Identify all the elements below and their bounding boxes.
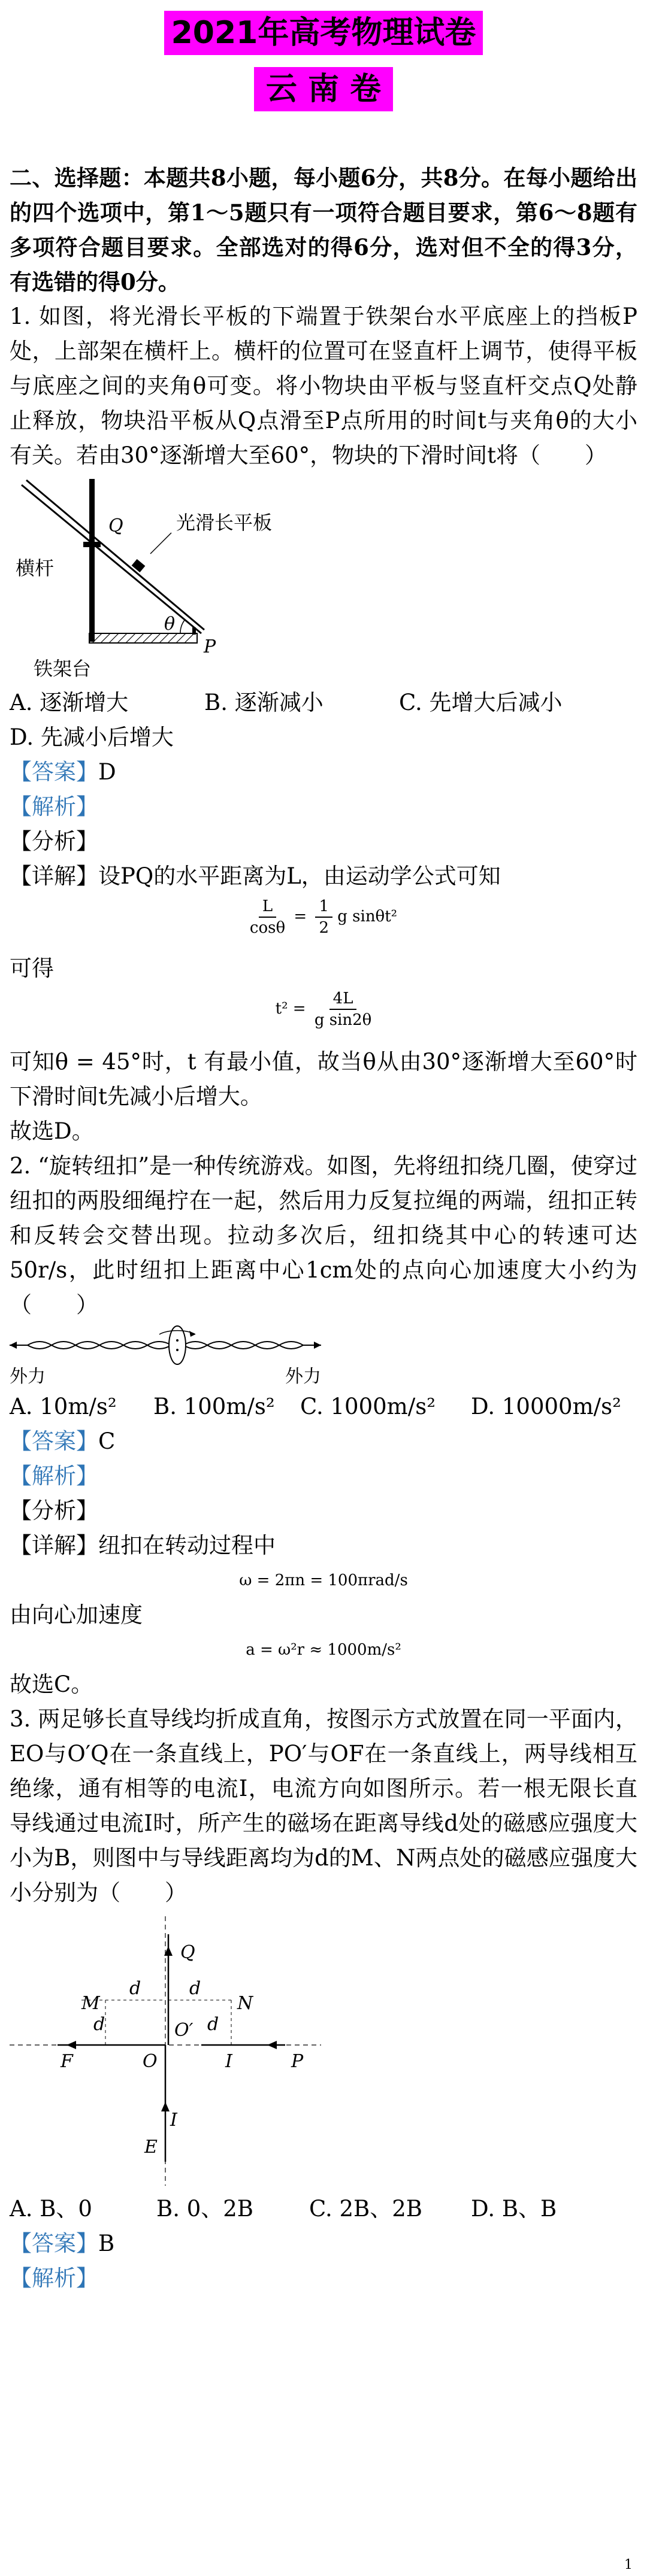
q2-answer-tag: 【答案】 <box>10 1428 98 1454</box>
q2-option-c: C. 1000m/s² <box>300 1394 436 1419</box>
exam-title: 2021年高考物理试卷 <box>164 11 483 55</box>
q1-option-c: C. 先增大后减小 <box>399 690 563 715</box>
q1-answer-tag: 【答案】 <box>10 759 98 785</box>
q3-option-a: A. B、0 <box>10 2196 92 2222</box>
q3-label-i2: I <box>225 2051 232 2072</box>
q3-label-p: P <box>291 2051 304 2072</box>
q1-analysis-tag: 【解析】 <box>10 794 98 820</box>
q2-fig-left: 外力 <box>10 1366 46 1387</box>
q1-kede: 可得 <box>10 955 54 981</box>
question-2-options <box>10 1389 637 1424</box>
q1-formula-1: $\frac{L}{\cos\theta}$ = $\frac{1}{2}$ g sinθt² <box>249 897 398 937</box>
question-2-figure <box>10 1322 637 1389</box>
q3-label-n: N <box>237 1993 253 2014</box>
q1-choose: 故选D。 <box>10 1118 94 1144</box>
q2-fenxi-tag: 【分析】 <box>10 1498 98 1524</box>
question-2-stem: 2. “旋转纽扣”是一种传统游戏。如图，先将纽扣绕几圈，使穿过纽扣的两股细绳拧在一起，然后用力反复拉绳的两端，纽扣正转和反转会交替出现。拉动多次后，纽扣绕其中心的转速可达50r/s，此时纽扣上距离中心1cm处的点向心加速度大小约为（ ） <box>10 1153 637 1318</box>
q3-label-o: O <box>143 2051 158 2072</box>
q3-answer: B <box>98 2231 115 2256</box>
q3-option-c: C. 2B、2B <box>309 2196 422 2222</box>
label-stand: 铁架台 <box>34 657 92 680</box>
exam-subtitle: 云 南 卷 <box>254 67 393 111</box>
q2-analysis-tag: 【解析】 <box>10 1463 98 1489</box>
label-p: P <box>204 636 216 657</box>
page-number: 1 <box>624 2557 633 2572</box>
q3-label-e: E <box>144 2137 158 2158</box>
label-theta: θ <box>164 614 176 635</box>
q3-analysis-tag: 【解析】 <box>10 2265 98 2291</box>
q2-formula-1: ω = 2πn = 100πrad/s <box>239 1571 408 1589</box>
question-3-figure <box>10 1910 637 2192</box>
q2-fig-right: 外力 <box>285 1366 321 1387</box>
q3-option-d: D. B、B <box>471 2196 557 2222</box>
svg-text:d: d <box>93 2014 105 2035</box>
q3-label-q: Q <box>180 1942 195 1963</box>
label-board: 光滑长平板 <box>176 511 273 534</box>
q2-option-a: A. 10m/s² <box>10 1394 117 1419</box>
question-3-options <box>10 2192 637 2226</box>
q2-detail: 纽扣在转动过程中 <box>98 1533 276 1558</box>
section-heading: 二、选择题：本题共8小题，每小题6分，共8分。在每小题给出的四个选项中，第1～5题只有一项符合题目要求，第6～8题有多项符合题目要求。全部选对的得6分，选对但不全的得3分，有选错的得0分。 <box>10 165 637 295</box>
label-bar: 横杆 <box>16 557 55 579</box>
q2-formula-2: a = ω²r ≈ 1000m/s² <box>246 1641 401 1659</box>
q3-label-m: M <box>81 1993 100 2014</box>
question-1-stem: 1. 如图，将光滑长平板的下端置于铁架台水平底座上的挡板P处，上部架在横杆上。横杆的位置可在竖直杆上调节，使得平板与底座之间的夹角θ可变。将小物块由平板与竖直杆交点Q处静止释放，物块沿平板从Q点滑至P点所用的时间t与夹角θ的大小有关。若由30°逐渐增大至60°，物块的下滑时间t将（ ） <box>10 304 637 468</box>
q1-option-a: A. 逐渐增大 <box>10 690 129 715</box>
q1-answer: D <box>98 759 116 785</box>
document-body <box>10 160 637 2296</box>
question-1-figure <box>10 473 637 685</box>
q2-choose: 故选C。 <box>10 1671 93 1697</box>
q3-label-f: F <box>61 2051 73 2072</box>
q2-mid: 由向心加速度 <box>10 1602 143 1628</box>
q1-detail-tag: 【详解】 <box>10 863 98 889</box>
q3-answer-tag: 【答案】 <box>10 2231 98 2256</box>
svg-text:d: d <box>129 1978 141 1999</box>
svg-text:d: d <box>189 1978 201 1999</box>
q1-detail: 设PQ的水平距离为L，由运动学公式可知 <box>98 863 501 889</box>
q3-label-oprime: O′ <box>174 2020 194 2041</box>
q2-option-d: D. 10000m/s² <box>471 1394 621 1419</box>
q1-option-b: B. 逐渐减小 <box>204 690 324 715</box>
q1-fenxi-tag: 【分析】 <box>10 829 98 854</box>
question-1-options <box>10 685 637 720</box>
q1-conclusion: 可知θ = 45°时，t 有最小值，故当θ从由30°逐渐增大至60°时下滑时间t先减小后增大。 <box>10 1049 637 1109</box>
q2-answer: C <box>98 1428 116 1454</box>
q3-label-i1: I <box>170 2110 177 2131</box>
label-q: Q <box>108 515 123 536</box>
q1-option-d: D. 先减小后增大 <box>10 724 174 750</box>
q2-option-b: B. 100m/s² <box>153 1394 275 1419</box>
q2-detail-tag: 【详解】 <box>10 1533 98 1558</box>
svg-text:d: d <box>207 2014 219 2035</box>
question-3-stem: 3. 两足够长直导线均折成直角，按图示方式放置在同一平面内，EO与O′Q在一条直线上，PO′与OF在一条直线上，两导线相互绝缘，通有相等的电流I，电流方向如图所示。若一根无限长直导线通过电流I时，所产生的磁场在距离导线d处的磁感应强度大小为B，则图中与导线距离均为d的M、N两点处的磁感应强度大小分别为（ ） <box>10 1706 637 1906</box>
q3-option-b: B. 0、2B <box>156 2196 253 2222</box>
q1-formula-2: t² = $\frac{4L}{\text{g sin2θ}}$ <box>275 990 372 1029</box>
